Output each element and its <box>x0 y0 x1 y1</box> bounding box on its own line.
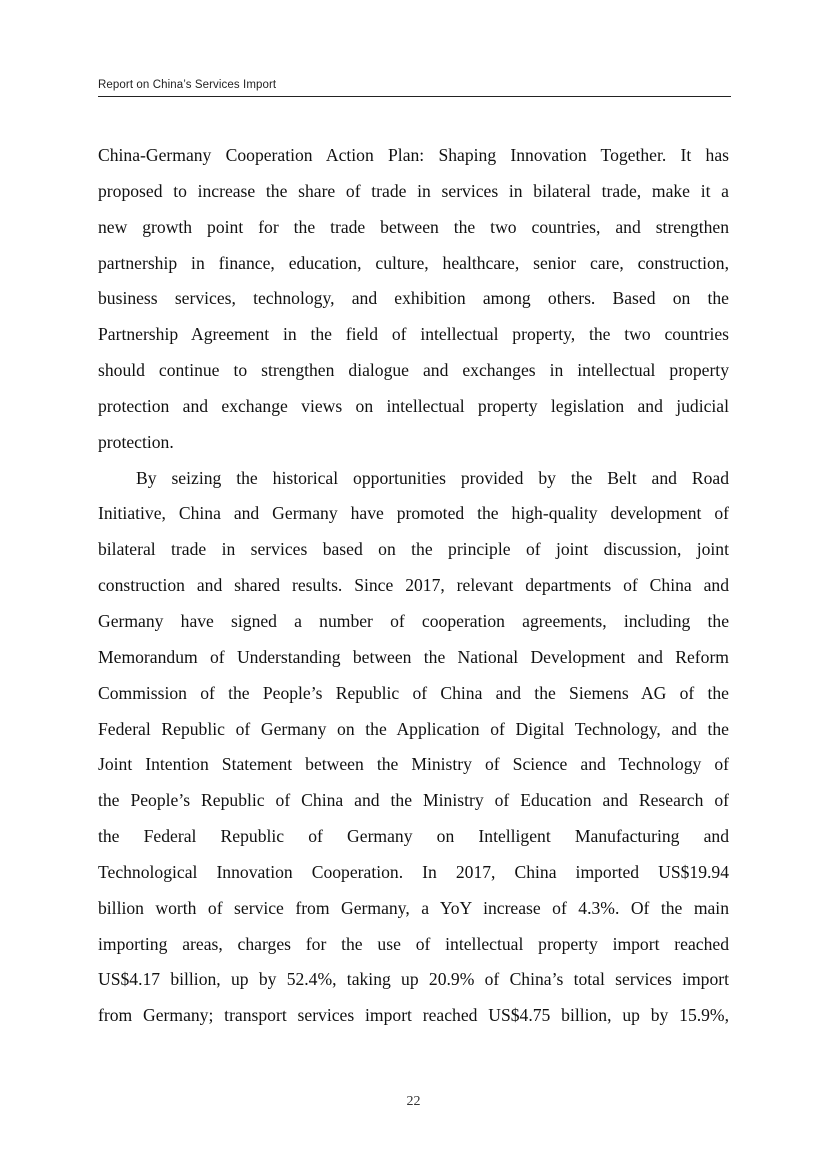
paragraph <box>98 461 729 1035</box>
text-line: Commission of the People’s Republic of China and the Siemens AG of the <box>98 682 729 703</box>
text-line: construction and shared results. Since 2017, relevant departments of China and <box>98 575 729 596</box>
text-line: protection and exchange views on intellectual property legislation and judicial <box>98 395 729 416</box>
text-line: proposed to increase the share of trade in services in bilateral trade, make it a <box>98 180 729 201</box>
text-line: Joint Intention Statement between the Ministry of Science and Technology of <box>98 754 729 775</box>
text-line: Germany have signed a number of cooperation agreements, including the <box>98 610 729 631</box>
text-line: Memorandum of Understanding between the National Development and Reform <box>98 646 729 667</box>
page-number: 22 <box>406 1094 421 1109</box>
text-line: bilateral trade in services based on the principle of joint discussion, joint <box>98 539 729 560</box>
paragraph <box>98 138 729 461</box>
text-line: from Germany; transport services import reached US$4.75 billion, up by 15.9%, <box>98 1005 729 1026</box>
text-line: should continue to strengthen dialogue and exchanges in intellectual property <box>98 360 729 381</box>
text-line: billion worth of service from Germany, a YoY increase of 4.3%. Of the main <box>98 897 729 918</box>
text-line: protection. <box>98 431 174 452</box>
header-title: Report on China’s Services Import <box>98 79 277 91</box>
text-line: By seizing the historical opportunities provided by the Belt and Road <box>136 467 729 488</box>
text-line: China-Germany Cooperation Action Plan: Shaping Innovation Together. It has <box>98 145 729 165</box>
text-line: Partnership Agreement in the field of intellectual property, the two countries <box>98 324 729 345</box>
text-line: Initiative, China and Germany have promoted the high-quality development of <box>98 503 729 524</box>
text-line: the People’s Republic of China and the Ministry of Education and Research of <box>98 790 729 811</box>
text-line: the Federal Republic of Germany on Intelligent Manufacturing and <box>98 826 729 847</box>
text-line: Technological Innovation Cooperation. In 2017, China imported US$19.94 <box>98 861 729 882</box>
text-line: partnership in finance, education, culture, healthcare, senior care, construction, <box>98 252 729 273</box>
running-header <box>98 78 731 97</box>
text-line: importing areas, charges for the use of intellectual property import reached <box>98 933 729 954</box>
text-line: business services, technology, and exhibition among others. Based on the <box>98 288 729 309</box>
text-line: Federal Republic of Germany on the Application of Digital Technology, and the <box>98 718 729 739</box>
body-text <box>98 138 729 1034</box>
text-line: new growth point for the trade between the two countries, and strengthen <box>98 216 729 237</box>
text-line: US$4.17 billion, up by 52.4%, taking up 20.9% of China’s total services import <box>98 969 729 990</box>
